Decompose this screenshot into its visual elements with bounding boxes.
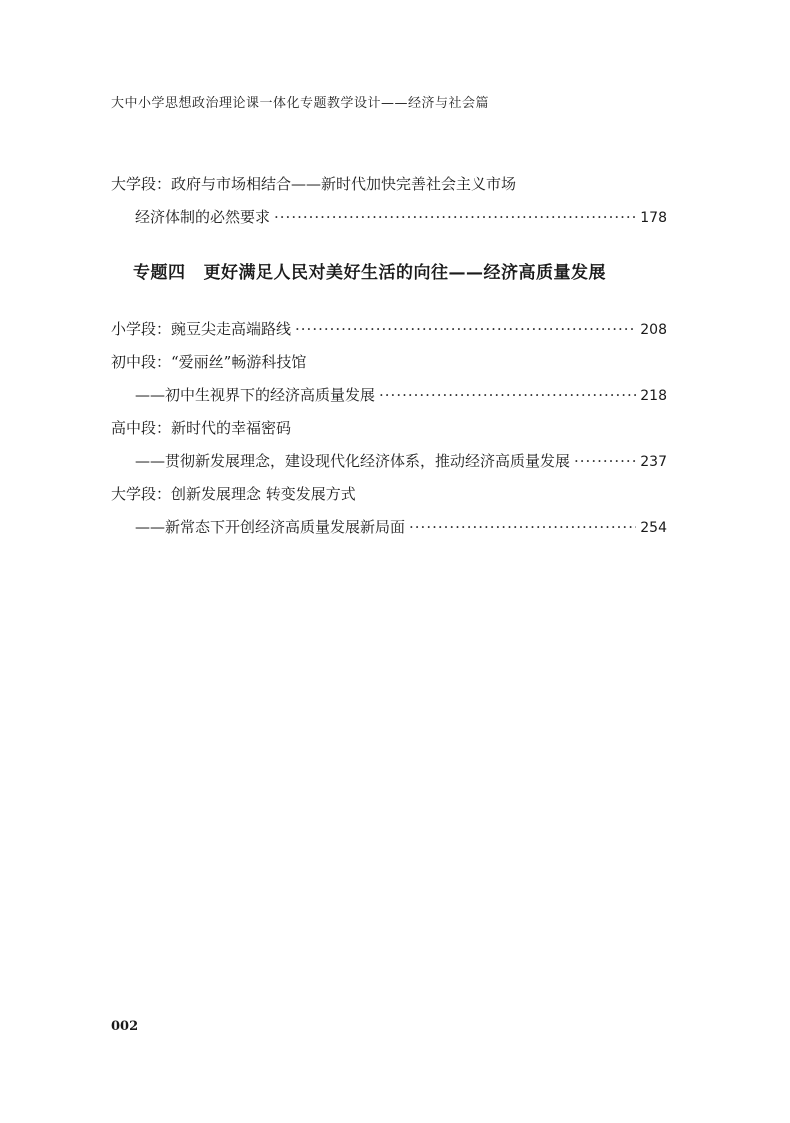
- dot-leader: [574, 451, 636, 471]
- toc-entry-university-2[interactable]: [111, 484, 667, 517]
- dot-leader: [379, 385, 636, 405]
- toc-page-number: 178: [640, 210, 667, 226]
- dot-leader: [409, 517, 636, 537]
- toc-entry-senior-subtitle[interactable]: [111, 451, 667, 484]
- toc-entry-text: 经济体制的必然要求: [135, 208, 271, 226]
- toc-entry-junior[interactable]: [111, 352, 667, 385]
- toc-page-number: 218: [640, 388, 667, 404]
- table-of-contents: [111, 174, 667, 550]
- toc-entry-text: ——贯彻新发展理念，建设现代化经济体系，推动经济高质量发展: [135, 452, 571, 470]
- toc-page-number: 254: [640, 520, 667, 536]
- running-header: 大中小学思想政治理论课一体化专题教学设计——经济与社会篇: [111, 96, 490, 111]
- toc-entry-senior[interactable]: [111, 418, 667, 451]
- toc-entry-university-1[interactable]: [111, 174, 667, 207]
- toc-entry-university-1-cont[interactable]: [111, 207, 667, 240]
- toc-entry-text: 大学段：创新发展理念 转变发展方式: [111, 485, 356, 503]
- toc-entry-university-2-subtitle[interactable]: [111, 517, 667, 550]
- toc-page-number: 208: [640, 322, 667, 338]
- toc-entry-text: 小学段：豌豆尖走高端路线: [111, 320, 292, 338]
- toc-entry-primary[interactable]: [111, 319, 667, 352]
- toc-entry-text: ——新常态下开创经济高质量发展新局面: [135, 518, 406, 536]
- section-label: 专题四: [133, 263, 186, 283]
- dot-leader: [274, 207, 636, 227]
- toc-entry-text: 高中段：新时代的幸福密码: [111, 419, 292, 437]
- toc-entry-text: ——初中生视界下的经济高质量发展: [135, 386, 376, 404]
- page-number: 002: [111, 1019, 139, 1034]
- toc-entry-text: 初中段：“爱丽丝”畅游科技馆: [111, 353, 307, 371]
- section-heading[interactable]: [111, 262, 667, 284]
- toc-entry-junior-subtitle[interactable]: [111, 385, 667, 418]
- section-title: 更好满足人民对美好生活的向往——经济高质量发展: [203, 263, 606, 283]
- dot-leader: [295, 319, 636, 339]
- toc-page-number: 237: [640, 454, 667, 470]
- toc-entry-text: 大学段：政府与市场相结合——新时代加快完善社会主义市场: [111, 175, 517, 193]
